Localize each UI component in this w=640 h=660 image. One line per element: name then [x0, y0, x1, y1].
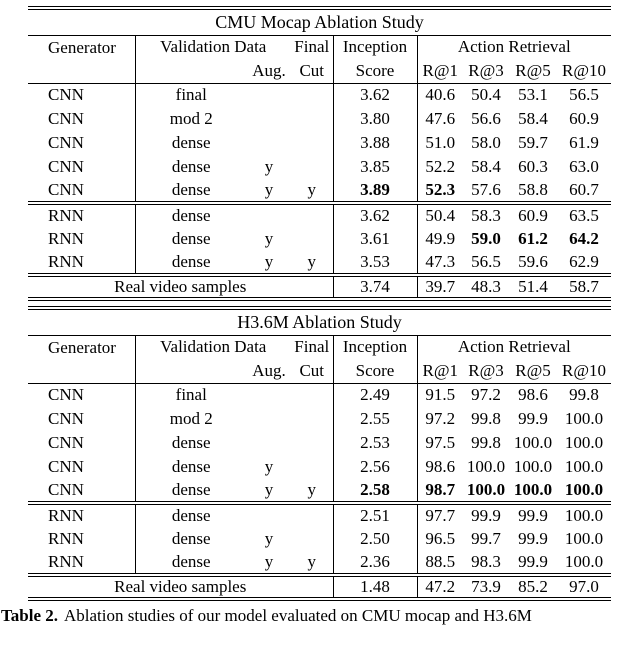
- cell-r10: 63.0: [569, 157, 599, 176]
- cell-validation: dense: [171, 457, 211, 476]
- cell-cut: [291, 155, 333, 179]
- header-cell-score: Score: [333, 359, 417, 383]
- table-row: [28, 431, 611, 455]
- cell-validation: dense: [135, 179, 247, 203]
- cell-r1: 52.3: [417, 179, 463, 203]
- cell-r10: 100.0: [564, 433, 604, 452]
- cell-generator: RNN: [28, 503, 135, 527]
- header-cell-score: Score: [333, 59, 417, 83]
- header-cell-r5: R@5: [509, 359, 557, 383]
- cell-generator: CNN: [28, 131, 135, 155]
- cell-r1: 51.0: [425, 133, 456, 152]
- cell-r5: 100.0: [509, 479, 557, 503]
- header-cell-cut: Cut: [291, 59, 333, 83]
- h36m-ablation-table: [28, 306, 611, 601]
- cell-inception-score: 1.48: [333, 575, 417, 599]
- cell-r3: 100.0: [466, 457, 506, 476]
- header-cell-r1: R@1: [417, 359, 463, 383]
- cell-r10: 100.0: [564, 409, 604, 428]
- cell-r1: 96.5: [425, 529, 456, 548]
- cell-validation: dense: [171, 157, 211, 176]
- cell-validation: dense: [135, 551, 247, 575]
- caption-text: Ablation studies of our model evaluated on CMU mocap and H3.6M: [64, 606, 532, 625]
- cell-cut: [291, 83, 333, 107]
- cell-r3: 97.2: [471, 385, 501, 405]
- header-cell-validation-data: Validation Data: [160, 337, 267, 357]
- cell-r10: 100.0: [564, 506, 604, 525]
- header-cell-inception: Inception: [333, 335, 417, 359]
- cell-generator: RNN: [28, 551, 135, 575]
- cell-generator: RNN: [28, 251, 135, 275]
- cell-r1: 47.2: [417, 575, 463, 599]
- cell-r10: 100.0: [557, 551, 611, 575]
- cell-r10: 62.9: [557, 251, 611, 275]
- cell-r10: 56.5: [569, 85, 599, 105]
- cell-r1: 40.6: [425, 85, 456, 105]
- cell-r10: 99.8: [569, 385, 599, 405]
- cell-inception-score: 2.55: [333, 407, 417, 431]
- cell-r5: 100.0: [513, 457, 553, 476]
- cell-generator: CNN: [28, 83, 135, 107]
- table-title: CMU Mocap Ablation Study: [28, 8, 611, 35]
- cell-generator: CNN: [28, 455, 135, 479]
- cell-r1: 52.2: [425, 157, 456, 176]
- header-cell-action-retrieval: Action Retrieval: [457, 337, 571, 357]
- header-cell-action-retrieval: Action Retrieval: [457, 37, 571, 57]
- cell-r1: 97.5: [425, 433, 456, 452]
- cell-validation: dense: [135, 479, 247, 503]
- cell-cut: [291, 227, 333, 251]
- cell-aug: [247, 203, 291, 227]
- cell-inception-score: 3.74: [333, 275, 417, 299]
- cell-aug: y: [264, 457, 274, 476]
- cell-r10: 100.0: [557, 479, 611, 503]
- cell-r1: 98.7: [417, 479, 463, 503]
- header-cell-cut: Cut: [291, 359, 333, 383]
- cell-cut: [291, 203, 333, 227]
- cell-aug: [247, 83, 291, 107]
- cell-r1: 97.2: [425, 409, 456, 428]
- header-cell-final: Final: [291, 35, 333, 59]
- cell-inception-score: 3.53: [333, 251, 417, 275]
- cell-aug: y: [264, 529, 274, 548]
- cell-validation: final: [175, 385, 207, 405]
- cell-r10: 58.7: [557, 275, 611, 299]
- cell-aug: [247, 503, 291, 527]
- table-row-real-samples: [28, 275, 611, 299]
- table-row: [28, 203, 611, 227]
- cell-validation: dense: [171, 506, 211, 525]
- cell-aug: y: [264, 229, 274, 248]
- cell-r10: 64.2: [569, 229, 599, 248]
- cell-r5: 59.6: [509, 251, 557, 275]
- cell-r5: 58.4: [518, 109, 548, 128]
- cell-r5: 60.3: [518, 157, 548, 176]
- cell-cut: [291, 503, 333, 527]
- table-title-row: [28, 308, 611, 335]
- cell-r3: 56.5: [463, 251, 509, 275]
- cell-aug: y: [264, 157, 274, 176]
- cell-aug: [247, 107, 291, 131]
- cell-inception-score: 2.49: [333, 383, 417, 407]
- cell-cut: y: [291, 251, 333, 275]
- cell-inception-score: 3.88: [333, 131, 417, 155]
- cell-r1: 97.7: [425, 506, 456, 525]
- table-caption: [0, 606, 640, 626]
- cell-aug: [247, 383, 291, 407]
- header-cell-r3: R@3: [463, 59, 509, 83]
- header-cell-r1: R@1: [417, 59, 463, 83]
- cell-r3: 58.0: [471, 133, 501, 152]
- cell-r1: 47.6: [425, 109, 456, 128]
- cell-r5: 99.9: [518, 409, 548, 428]
- caption-label: Table 2.: [1, 606, 59, 625]
- cell-inception-score: 3.80: [333, 107, 417, 131]
- cell-r3: 99.8: [471, 409, 501, 428]
- header-cell-aug: Aug.: [247, 59, 291, 83]
- header-cell-r5: R@5: [509, 59, 557, 83]
- table-row: [28, 251, 611, 275]
- cell-cut: [291, 131, 333, 155]
- header-cell-generator: Generator: [28, 335, 135, 383]
- cell-r1: 50.4: [425, 206, 456, 225]
- cell-generator: CNN: [28, 179, 135, 203]
- cell-generator: CNN: [28, 431, 135, 455]
- cell-cut: [291, 407, 333, 431]
- cell-aug: [247, 431, 291, 455]
- header-cell-r3: R@3: [463, 359, 509, 383]
- cell-r3: 99.7: [471, 529, 501, 548]
- cell-r1: 39.7: [417, 275, 463, 299]
- table-row: [28, 83, 611, 107]
- header-cell-r10: R@10: [557, 359, 611, 383]
- header-row-1: [28, 35, 611, 59]
- cell-validation: dense: [135, 251, 247, 275]
- cell-cut: [291, 527, 333, 551]
- cell-r3: 73.9: [463, 575, 509, 599]
- cell-cut: y: [291, 551, 333, 575]
- cell-r5: 53.1: [518, 85, 548, 105]
- cell-r5: 99.9: [509, 551, 557, 575]
- cell-r10: 61.9: [569, 133, 599, 152]
- header-cell-aug: Aug.: [247, 359, 291, 383]
- cell-validation: dense: [171, 229, 211, 248]
- header-row-1: [28, 335, 611, 359]
- cell-r1: 91.5: [425, 385, 456, 405]
- cell-generator: CNN: [28, 479, 135, 503]
- cell-inception-score: 2.51: [333, 503, 417, 527]
- cell-aug: y: [247, 551, 291, 575]
- cell-inception-score: 2.50: [333, 527, 417, 551]
- cell-inception-score: 3.85: [333, 155, 417, 179]
- table-row: [28, 503, 611, 527]
- cell-r3: 57.6: [463, 179, 509, 203]
- cell-r5: 99.9: [518, 506, 548, 525]
- table-row: [28, 455, 611, 479]
- table-row: [28, 407, 611, 431]
- cell-aug: y: [247, 251, 291, 275]
- cell-r1: 49.9: [425, 229, 456, 248]
- cell-cut: y: [291, 479, 333, 503]
- cell-validation: dense: [171, 206, 211, 225]
- cell-generator: RNN: [28, 203, 135, 227]
- cell-validation: dense: [171, 133, 211, 152]
- cell-generator: CNN: [28, 107, 135, 131]
- table-row: [28, 551, 611, 575]
- cell-inception-score: 3.62: [333, 83, 417, 107]
- cell-r10: 63.5: [569, 206, 599, 225]
- cell-cut: [291, 455, 333, 479]
- table-row: [28, 155, 611, 179]
- cell-inception-score: 2.36: [333, 551, 417, 575]
- cell-r3: 50.4: [471, 85, 501, 105]
- cell-cut: [291, 431, 333, 455]
- cell-aug: y: [247, 479, 291, 503]
- cell-r10: 100.0: [564, 529, 604, 548]
- cell-r10: 97.0: [557, 575, 611, 599]
- cell-r3: 99.8: [471, 433, 501, 452]
- cmu-ablation-table: [28, 6, 611, 301]
- cell-real-label: Real video samples: [28, 575, 333, 599]
- cell-r5: 59.7: [518, 133, 548, 152]
- cell-r1: 98.6: [425, 457, 456, 476]
- cell-generator: CNN: [28, 383, 135, 407]
- cell-validation: dense: [171, 433, 211, 452]
- cell-r5: 98.6: [518, 385, 548, 405]
- header-cell-inception: Inception: [333, 35, 417, 59]
- cell-r3: 58.3: [471, 206, 501, 225]
- cell-generator: RNN: [28, 227, 135, 251]
- cell-real-label: Real video samples: [28, 275, 333, 299]
- header-cell-final: Final: [291, 335, 333, 359]
- cell-aug: y: [247, 179, 291, 203]
- table-row: [28, 479, 611, 503]
- cell-r5: 85.2: [509, 575, 557, 599]
- table-row: [28, 227, 611, 251]
- table-row: [28, 383, 611, 407]
- cell-r3: 99.9: [471, 506, 501, 525]
- table-row: [28, 131, 611, 155]
- cell-inception-score: 3.89: [333, 179, 417, 203]
- cell-r10: 100.0: [564, 457, 604, 476]
- cell-validation: dense: [171, 529, 211, 548]
- cell-r10: 60.7: [557, 179, 611, 203]
- header-cell-r10: R@10: [557, 59, 611, 83]
- cell-r3: 100.0: [463, 479, 509, 503]
- cell-validation: final: [175, 85, 207, 105]
- cell-r5: 51.4: [509, 275, 557, 299]
- header-cell-generator: Generator: [28, 35, 135, 83]
- cell-aug: [247, 407, 291, 431]
- cell-inception-score: 3.62: [333, 203, 417, 227]
- cell-r1: 47.3: [417, 251, 463, 275]
- cell-validation: mod 2: [169, 409, 213, 428]
- cell-r3: 56.6: [471, 109, 501, 128]
- cell-r3: 59.0: [471, 229, 501, 248]
- header-cell-empty: [135, 359, 247, 383]
- cell-validation: mod 2: [169, 109, 213, 128]
- cell-r5: 100.0: [513, 433, 553, 452]
- cell-r3: 48.3: [463, 275, 509, 299]
- cell-cut: [291, 107, 333, 131]
- cell-r5: 61.2: [518, 229, 548, 248]
- cell-inception-score: 2.56: [333, 455, 417, 479]
- cell-r5: 60.9: [518, 206, 548, 225]
- cell-r3: 58.4: [471, 157, 501, 176]
- cell-generator: RNN: [28, 527, 135, 551]
- table-row-real-samples: [28, 575, 611, 599]
- table-row: [28, 527, 611, 551]
- table-row: [28, 107, 611, 131]
- cell-inception-score: 2.58: [333, 479, 417, 503]
- cell-r1: 88.5: [417, 551, 463, 575]
- cell-generator: CNN: [28, 407, 135, 431]
- cell-inception-score: 2.53: [333, 431, 417, 455]
- table-title: H3.6M Ablation Study: [28, 308, 611, 335]
- header-cell-validation-data: Validation Data: [160, 37, 267, 57]
- cell-cut: [291, 383, 333, 407]
- header-cell-empty: [135, 59, 247, 83]
- cell-cut: y: [291, 179, 333, 203]
- cell-r3: 98.3: [463, 551, 509, 575]
- table-row: [28, 179, 611, 203]
- cell-aug: [247, 131, 291, 155]
- table-title-row: [28, 8, 611, 35]
- cell-r10: 60.9: [569, 109, 599, 128]
- cell-inception-score: 3.61: [333, 227, 417, 251]
- cell-r5: 58.8: [509, 179, 557, 203]
- cell-r5: 99.9: [518, 529, 548, 548]
- cell-generator: CNN: [28, 155, 135, 179]
